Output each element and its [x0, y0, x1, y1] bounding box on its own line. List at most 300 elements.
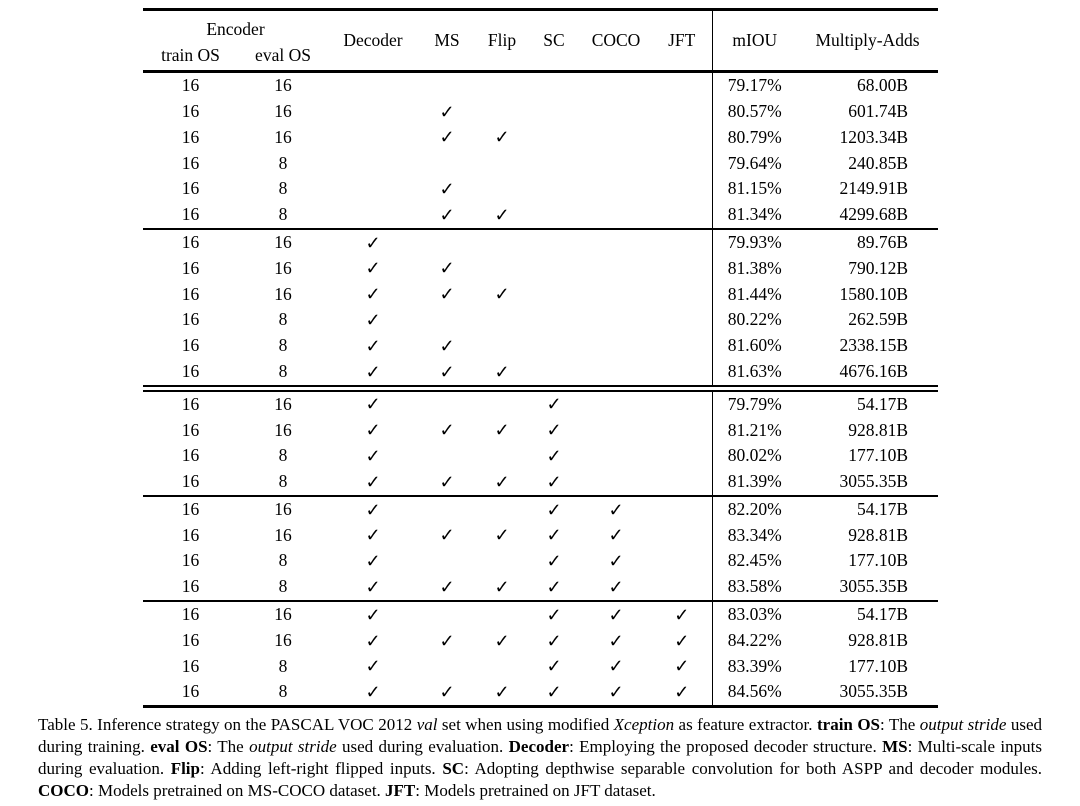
caption-segment: Table 5. Inference strategy on the PASCAL VOC 2012 — [38, 715, 417, 735]
caption-segment: : The — [880, 715, 920, 735]
cell-coco — [580, 469, 652, 496]
cell-coco — [580, 202, 652, 229]
caption-segment: val — [416, 715, 438, 735]
results-table — [143, 8, 938, 708]
cell-sc — [528, 176, 580, 202]
cell-flip-check: ✓ — [494, 127, 510, 148]
cell-train-os: 16 — [181, 655, 200, 676]
cell-coco-check: ✓ — [580, 496, 652, 523]
cell-decoder-check: ✓ — [328, 388, 418, 417]
cell-flip-check: ✓ — [494, 204, 510, 225]
cell-train-os: 16 — [143, 601, 238, 628]
cell-sc-check: ✓ — [546, 420, 562, 441]
table-row — [143, 654, 938, 680]
cell-miou: 81.34% — [712, 202, 797, 229]
cell-sc-check: ✓ — [528, 388, 580, 417]
cell-multiply-adds: 177.10B — [848, 445, 908, 466]
cell-flip-check: ✓ — [494, 682, 510, 703]
cell-flip-check: ✓ — [494, 577, 510, 598]
table-row — [143, 628, 938, 654]
cell-eval-os: 8 — [278, 204, 288, 225]
table-row — [143, 417, 938, 443]
cell-miou: 83.58% — [712, 574, 797, 601]
cell-coco — [580, 229, 652, 256]
cell-jft — [652, 388, 712, 417]
cell-flip-check: ✓ — [494, 420, 510, 441]
table-row — [143, 99, 938, 125]
table-row — [143, 601, 938, 628]
cell-ms-check: ✓ — [439, 682, 455, 703]
cell-miou: 79.93% — [712, 229, 797, 256]
table-row — [143, 359, 938, 388]
cell-flip — [476, 229, 528, 256]
table-row — [143, 202, 938, 229]
table-row — [143, 72, 938, 99]
cell-multiply-adds: 54.17B — [797, 388, 938, 417]
cell-coco-check: ✓ — [608, 577, 624, 598]
cell-ms-check: ✓ — [439, 420, 455, 441]
cell-sc — [528, 125, 580, 151]
cell-miou: 81.38% — [712, 256, 797, 282]
caption-segment: JFT — [385, 781, 416, 801]
cell-train-os: 16 — [143, 496, 238, 523]
cell-sc-check: ✓ — [528, 601, 580, 628]
cell-eval-os: 16 — [238, 496, 328, 523]
cell-flip-check: ✓ — [494, 284, 510, 305]
cell-ms-check: ✓ — [439, 179, 455, 200]
cell-jft — [652, 72, 712, 99]
cell-miou: 80.57% — [712, 99, 797, 125]
cell-eval-os: 8 — [278, 655, 288, 676]
cell-ms-check: ✓ — [439, 335, 455, 356]
cell-jft — [652, 125, 712, 151]
caption-segment: : Adding left-right flipped inputs. — [200, 759, 443, 779]
cell-coco — [580, 443, 652, 469]
cell-jft — [652, 307, 712, 333]
cell-coco — [580, 125, 652, 151]
cell-multiply-adds: 177.10B — [848, 655, 908, 676]
cell-flip — [476, 333, 528, 359]
cell-eval-os: 8 — [278, 681, 288, 702]
cell-coco-check: ✓ — [608, 525, 624, 546]
caption-segment: : Models pretrained on JFT dataset. — [415, 781, 656, 801]
cell-ms — [418, 229, 476, 256]
cell-ms-check: ✓ — [439, 525, 455, 546]
cell-eval-os: 8 — [278, 550, 288, 571]
cell-eval-os: 8 — [278, 152, 288, 173]
cell-decoder-check: ✓ — [365, 656, 381, 677]
header-miou: mIOU — [712, 10, 797, 72]
cell-ms — [418, 548, 476, 574]
cell-train-os: 16 — [143, 229, 238, 256]
cell-multiply-adds: 928.81B — [848, 629, 908, 650]
cell-ms — [418, 72, 476, 99]
cell-eval-os: 16 — [274, 75, 292, 96]
cell-train-os: 16 — [181, 419, 200, 440]
cell-decoder — [328, 176, 418, 202]
cell-sc — [528, 99, 580, 125]
table-row — [143, 679, 938, 706]
cell-eval-os: 16 — [274, 524, 292, 545]
cell-eval-os: 8 — [278, 471, 288, 492]
cell-decoder-check: ✓ — [328, 601, 418, 628]
cell-coco-check: ✓ — [608, 630, 624, 651]
caption-segment: COCO — [38, 781, 89, 801]
cell-miou: 82.45% — [712, 548, 797, 574]
cell-multiply-adds: 3055.35B — [839, 576, 908, 597]
table-row — [143, 281, 938, 307]
cell-multiply-adds: 928.81B — [848, 524, 908, 545]
caption-segment: used during evaluation. — [336, 737, 509, 757]
cell-miou: 81.21% — [712, 417, 797, 443]
cell-decoder-check: ✓ — [365, 361, 381, 382]
table-row — [143, 176, 938, 202]
cell-multiply-adds: 2149.91B — [839, 178, 908, 199]
table-row — [143, 256, 938, 282]
cell-decoder — [328, 150, 418, 176]
cell-sc-check: ✓ — [546, 551, 562, 572]
cell-multiply-adds: 54.17B — [797, 601, 938, 628]
cell-coco — [580, 150, 652, 176]
cell-jft — [652, 202, 712, 229]
cell-train-os: 16 — [181, 524, 200, 545]
table-row — [143, 548, 938, 574]
cell-ms-check: ✓ — [439, 101, 455, 122]
cell-multiply-adds: 4299.68B — [839, 204, 908, 225]
cell-eval-os: 16 — [274, 126, 292, 147]
cell-train-os: 16 — [181, 178, 200, 199]
cell-decoder-check: ✓ — [328, 229, 418, 256]
cell-coco — [580, 72, 652, 99]
cell-ms-check: ✓ — [439, 471, 455, 492]
table-row — [143, 229, 938, 256]
cell-jft — [652, 443, 712, 469]
table-header — [143, 10, 938, 72]
cell-multiply-adds: 4676.16B — [839, 360, 908, 381]
cell-coco — [580, 333, 652, 359]
cell-train-os: 16 — [181, 360, 200, 381]
cell-ms-check: ✓ — [439, 361, 455, 382]
cell-miou: 81.44% — [712, 281, 797, 307]
cell-miou: 80.22% — [712, 307, 797, 333]
caption-segment: : Multi-scale inputs during evaluation. — [38, 737, 1042, 779]
cell-multiply-adds: 262.59B — [848, 309, 908, 330]
header-eval-os: eval OS — [255, 45, 311, 65]
cell-multiply-adds: 3055.35B — [839, 681, 908, 702]
cell-sc — [528, 256, 580, 282]
cell-ms — [418, 654, 476, 680]
cell-jft-check: ✓ — [674, 656, 690, 677]
header-decoder: Decoder — [343, 30, 403, 50]
cell-jft-check: ✓ — [652, 601, 712, 628]
cell-decoder-check: ✓ — [365, 471, 381, 492]
cell-eval-os: 8 — [278, 360, 288, 381]
header-encoder-group: Encoder — [206, 19, 265, 39]
cell-decoder-check: ✓ — [365, 525, 381, 546]
cell-flip-check: ✓ — [494, 471, 510, 492]
cell-jft — [652, 417, 712, 443]
cell-flip-check: ✓ — [494, 525, 510, 546]
cell-train-os: 16 — [181, 257, 200, 278]
cell-sc — [528, 333, 580, 359]
cell-multiply-adds: 240.85B — [848, 152, 908, 173]
cell-decoder-check: ✓ — [328, 496, 418, 523]
cell-jft — [652, 523, 712, 549]
cell-flip — [476, 150, 528, 176]
cell-decoder — [328, 99, 418, 125]
cell-coco — [580, 176, 652, 202]
cell-train-os: 16 — [181, 75, 200, 96]
cell-coco — [580, 256, 652, 282]
cell-miou: 81.60% — [712, 333, 797, 359]
cell-flip-check: ✓ — [494, 630, 510, 651]
cell-decoder-check: ✓ — [365, 420, 381, 441]
header-coco: COCO — [591, 30, 641, 50]
cell-decoder-check: ✓ — [365, 310, 381, 331]
cell-train-os: 16 — [181, 576, 200, 597]
cell-eval-os: 8 — [278, 178, 288, 199]
cell-decoder-check: ✓ — [365, 551, 381, 572]
header-train-os: train OS — [161, 45, 220, 65]
table-row — [143, 574, 938, 601]
cell-ms — [418, 496, 476, 523]
cell-eval-os: 16 — [274, 419, 292, 440]
cell-miou: 81.15% — [712, 176, 797, 202]
table-row — [143, 307, 938, 333]
cell-sc-check: ✓ — [546, 446, 562, 467]
caption-segment: output stride — [919, 715, 1007, 735]
cell-ms-check: ✓ — [439, 258, 455, 279]
caption-segment: SC — [442, 759, 465, 779]
cell-miou: 80.79% — [712, 125, 797, 151]
cell-coco — [580, 388, 652, 417]
cell-train-os: 16 — [181, 471, 200, 492]
caption-segment: : Adopting depthwise separable convolution for both ASPP and decoder modules. — [464, 759, 1043, 779]
cell-eval-os: 16 — [238, 601, 328, 628]
cell-sc — [528, 72, 580, 99]
cell-multiply-adds: 68.00B — [856, 75, 908, 96]
cell-sc-check: ✓ — [546, 630, 562, 651]
table-row — [143, 523, 938, 549]
cell-ms — [418, 601, 476, 628]
caption-segment: Decoder — [508, 737, 570, 757]
cell-multiply-adds: 928.81B — [848, 419, 908, 440]
cell-multiply-adds: 790.12B — [848, 257, 908, 278]
caption-segment: MS — [882, 737, 908, 757]
cell-miou: 79.79% — [712, 388, 797, 417]
header-jft: JFT — [668, 30, 696, 50]
cell-coco — [580, 417, 652, 443]
cell-miou: 83.39% — [712, 654, 797, 680]
caption-segment: train OS — [816, 715, 881, 735]
cell-miou: 79.64% — [712, 150, 797, 176]
cell-miou: 80.02% — [712, 443, 797, 469]
cell-sc — [528, 359, 580, 388]
cell-eval-os: 8 — [278, 335, 288, 356]
caption-segment: Xception — [613, 715, 675, 735]
cell-train-os: 16 — [143, 388, 238, 417]
cell-coco-check: ✓ — [580, 601, 652, 628]
cell-jft-check: ✓ — [674, 630, 690, 651]
cell-train-os: 16 — [181, 309, 200, 330]
cell-decoder-check: ✓ — [365, 258, 381, 279]
cell-eval-os: 16 — [238, 388, 328, 417]
cell-jft — [652, 281, 712, 307]
cell-train-os: 16 — [181, 126, 200, 147]
cell-ms — [418, 388, 476, 417]
table-row — [143, 496, 938, 523]
caption-segment: set when using modified — [437, 715, 614, 735]
cell-flip — [476, 496, 528, 523]
cell-ms-check: ✓ — [439, 630, 455, 651]
cell-jft — [652, 548, 712, 574]
cell-miou: 83.34% — [712, 523, 797, 549]
cell-jft — [652, 574, 712, 601]
cell-ms-check: ✓ — [439, 204, 455, 225]
cell-miou: 84.56% — [712, 679, 797, 706]
cell-coco — [580, 307, 652, 333]
cell-ms — [418, 443, 476, 469]
caption-segment: eval OS — [150, 737, 208, 757]
cell-train-os: 16 — [181, 445, 200, 466]
table-row — [143, 150, 938, 176]
caption-segment: output stride — [249, 737, 337, 757]
caption-segment: : Employing the proposed decoder structure. — [569, 737, 883, 757]
cell-decoder-check: ✓ — [365, 284, 381, 305]
cell-flip — [476, 443, 528, 469]
cell-eval-os: 16 — [238, 229, 328, 256]
cell-decoder-check: ✓ — [365, 577, 381, 598]
cell-eval-os: 16 — [274, 283, 292, 304]
cell-jft — [652, 333, 712, 359]
header-sc: SC — [543, 30, 565, 50]
cell-coco-check: ✓ — [608, 682, 624, 703]
cell-train-os: 16 — [181, 681, 200, 702]
cell-eval-os: 16 — [274, 629, 292, 650]
cell-sc-check: ✓ — [546, 682, 562, 703]
cell-jft — [652, 99, 712, 125]
cell-sc-check: ✓ — [546, 577, 562, 598]
cell-jft — [652, 359, 712, 388]
cell-eval-os: 8 — [278, 309, 288, 330]
cell-multiply-adds: 54.17B — [797, 496, 938, 523]
cell-miou: 83.03% — [712, 601, 797, 628]
cell-sc — [528, 281, 580, 307]
cell-flip — [476, 548, 528, 574]
cell-eval-os: 8 — [278, 445, 288, 466]
cell-multiply-adds: 3055.35B — [839, 471, 908, 492]
cell-train-os: 16 — [181, 335, 200, 356]
cell-coco — [580, 359, 652, 388]
cell-jft — [652, 469, 712, 496]
cell-flip-check: ✓ — [494, 361, 510, 382]
cell-train-os: 16 — [181, 100, 200, 121]
table-body — [143, 72, 938, 707]
cell-jft — [652, 176, 712, 202]
cell-eval-os: 16 — [274, 257, 292, 278]
cell-decoder — [328, 202, 418, 229]
cell-train-os: 16 — [181, 550, 200, 571]
cell-flip — [476, 99, 528, 125]
cell-jft — [652, 150, 712, 176]
cell-sc — [528, 150, 580, 176]
cell-miou: 84.22% — [712, 628, 797, 654]
cell-flip — [476, 388, 528, 417]
cell-jft — [652, 229, 712, 256]
cell-sc-check: ✓ — [546, 525, 562, 546]
cell-ms-check: ✓ — [439, 577, 455, 598]
cell-coco — [580, 281, 652, 307]
cell-ms — [418, 307, 476, 333]
cell-multiply-adds: 2338.15B — [839, 335, 908, 356]
cell-ms-check: ✓ — [439, 284, 455, 305]
header-flip: Flip — [487, 30, 517, 50]
caption-segment: used during training. — [38, 715, 1043, 757]
table-row — [143, 469, 938, 496]
cell-ms — [418, 150, 476, 176]
header-multiply-adds: Multiply-Adds — [815, 30, 920, 50]
cell-flip — [476, 307, 528, 333]
cell-eval-os: 8 — [278, 576, 288, 597]
cell-multiply-adds: 177.10B — [848, 550, 908, 571]
cell-flip — [476, 256, 528, 282]
cell-eval-os: 16 — [274, 100, 292, 121]
table-row — [143, 388, 938, 417]
cell-decoder-check: ✓ — [365, 630, 381, 651]
cell-sc-check: ✓ — [546, 471, 562, 492]
cell-decoder-check: ✓ — [365, 446, 381, 467]
caption-segment: : Models pretrained on MS-COCO dataset. — [89, 781, 386, 801]
cell-jft — [652, 496, 712, 523]
cell-miou: 81.63% — [712, 359, 797, 388]
table-row — [143, 443, 938, 469]
cell-flip — [476, 601, 528, 628]
cell-sc-check: ✓ — [528, 496, 580, 523]
table-row — [143, 333, 938, 359]
table-container — [143, 8, 938, 708]
cell-decoder — [328, 72, 418, 99]
cell-train-os: 16 — [181, 152, 200, 173]
cell-sc — [528, 307, 580, 333]
caption-segment: Flip — [170, 759, 200, 779]
cell-decoder — [328, 125, 418, 151]
cell-multiply-adds: 601.74B — [848, 100, 908, 121]
cell-decoder-check: ✓ — [365, 335, 381, 356]
cell-flip — [476, 176, 528, 202]
cell-coco-check: ✓ — [608, 656, 624, 677]
cell-train-os: 16 — [181, 204, 200, 225]
cell-jft — [652, 256, 712, 282]
cell-coco-check: ✓ — [608, 551, 624, 572]
cell-sc-check: ✓ — [546, 656, 562, 677]
cell-ms-check: ✓ — [439, 127, 455, 148]
cell-multiply-adds: 89.76B — [797, 229, 938, 256]
cell-coco — [580, 99, 652, 125]
table-row — [143, 125, 938, 151]
cell-flip — [476, 654, 528, 680]
cell-sc — [528, 229, 580, 256]
caption-segment: as feature extractor. — [674, 715, 817, 735]
cell-train-os: 16 — [181, 629, 200, 650]
cell-miou: 81.39% — [712, 469, 797, 496]
cell-decoder-check: ✓ — [365, 682, 381, 703]
cell-flip — [476, 72, 528, 99]
cell-train-os: 16 — [181, 283, 200, 304]
cell-jft-check: ✓ — [674, 682, 690, 703]
cell-multiply-adds: 1580.10B — [839, 283, 908, 304]
cell-miou: 82.20% — [712, 496, 797, 523]
caption-segment: : The — [207, 737, 250, 757]
